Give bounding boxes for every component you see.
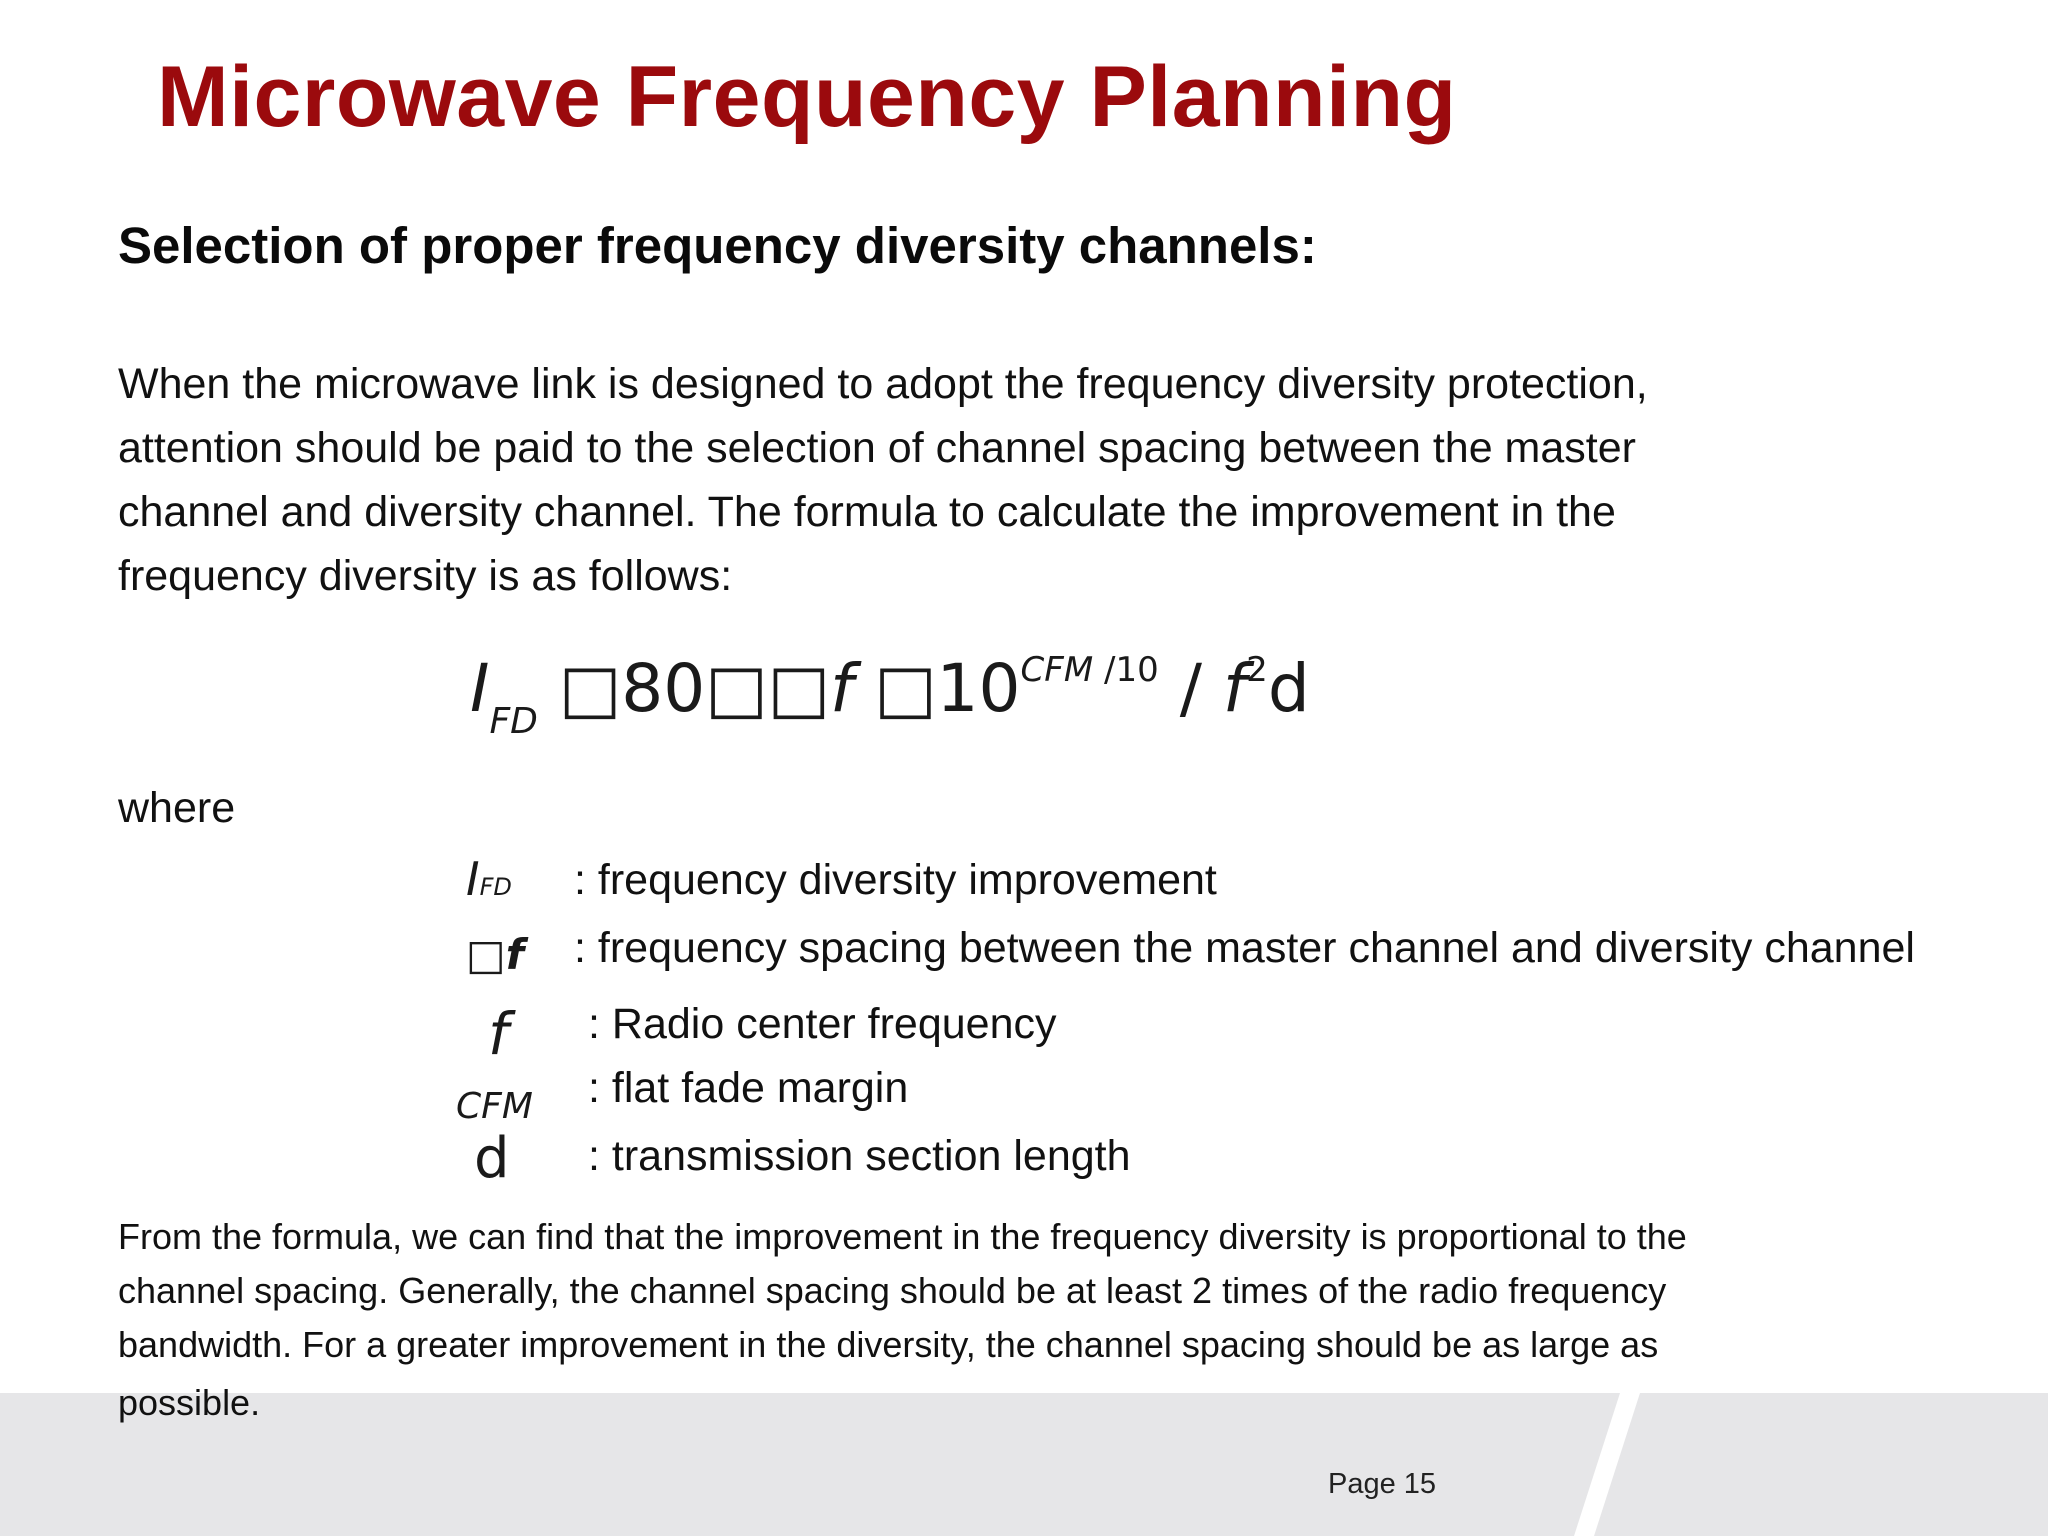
definition-symbol-sub: FD — [479, 873, 512, 901]
formula-f-exp: 2 — [1246, 650, 1268, 690]
definition-symbol-main: I — [466, 852, 480, 906]
formula-base: 10 — [936, 650, 1021, 727]
formula-mult: □□ — [705, 650, 830, 727]
formula-exp-var: CFM — [1020, 650, 1094, 690]
formula-mult2: □ — [874, 650, 937, 727]
formula-lhs: I — [470, 650, 490, 727]
definition-text: : transmission section length — [588, 1132, 1131, 1180]
definition-text: : flat fade margin — [588, 1064, 909, 1112]
intro-line: channel and diversity channel. The formula to calculate the improvement in the — [118, 488, 1616, 536]
closing-line: possible. — [118, 1382, 261, 1423]
closing-paragraph — [118, 1210, 1978, 1430]
formula-coef: 80 — [621, 650, 706, 727]
definition-symbol-main: d — [474, 1126, 510, 1191]
definition-symbol-main: f — [488, 1000, 509, 1068]
definition-symbol-main: CFM — [456, 1086, 533, 1127]
formula-slash: / — [1179, 650, 1202, 727]
definition-symbol-main: f — [505, 930, 524, 979]
formula-d: d — [1267, 650, 1310, 727]
definition-text: : frequency diversity improvement — [574, 856, 1217, 904]
formula-eq: □ — [558, 650, 622, 727]
definition-text: : Radio center frequency — [588, 1000, 1057, 1048]
definition-symbol — [456, 1086, 533, 1127]
closing-line: From the formula, we can find that the improvement in the frequency diversity is proportional to the — [118, 1216, 1687, 1257]
intro-line: When the microwave link is designed to adopt the frequency diversity protection, — [118, 360, 1648, 408]
definition-symbol — [488, 1000, 508, 1068]
closing-line: bandwidth. For a greater improvement in the diversity, the channel spacing should be as large as — [118, 1324, 1659, 1365]
page-number: Page 15 — [1328, 1468, 1437, 1500]
formula-delta-f: f — [829, 650, 854, 727]
section-heading: Selection of proper frequency diversity channels: — [118, 217, 1317, 274]
formula-exponent — [1021, 650, 1159, 690]
definition-text: : frequency spacing between the master channel and diversity channel — [574, 924, 1915, 972]
page-title: Microwave Frequency Planning — [157, 49, 1457, 145]
definition-symbol — [466, 852, 512, 906]
definition-symbol-box: □ — [466, 930, 506, 979]
formula-lhs-sub: FD — [489, 701, 538, 742]
formula-exp-div: /10 — [1103, 650, 1159, 690]
intro-paragraph — [118, 352, 1978, 608]
intro-line: frequency diversity is as follows: — [118, 552, 733, 600]
where-label: where — [118, 784, 236, 832]
definition-symbol — [474, 1126, 510, 1191]
intro-line: attention should be paid to the selection of channel spacing between the master — [118, 424, 1636, 472]
closing-line: channel spacing. Generally, the channel spacing should be at least 2 times of the radio frequency — [118, 1270, 1667, 1311]
formula — [470, 650, 1310, 742]
definition-symbol — [466, 930, 524, 979]
formula-f: f — [1222, 650, 1247, 727]
